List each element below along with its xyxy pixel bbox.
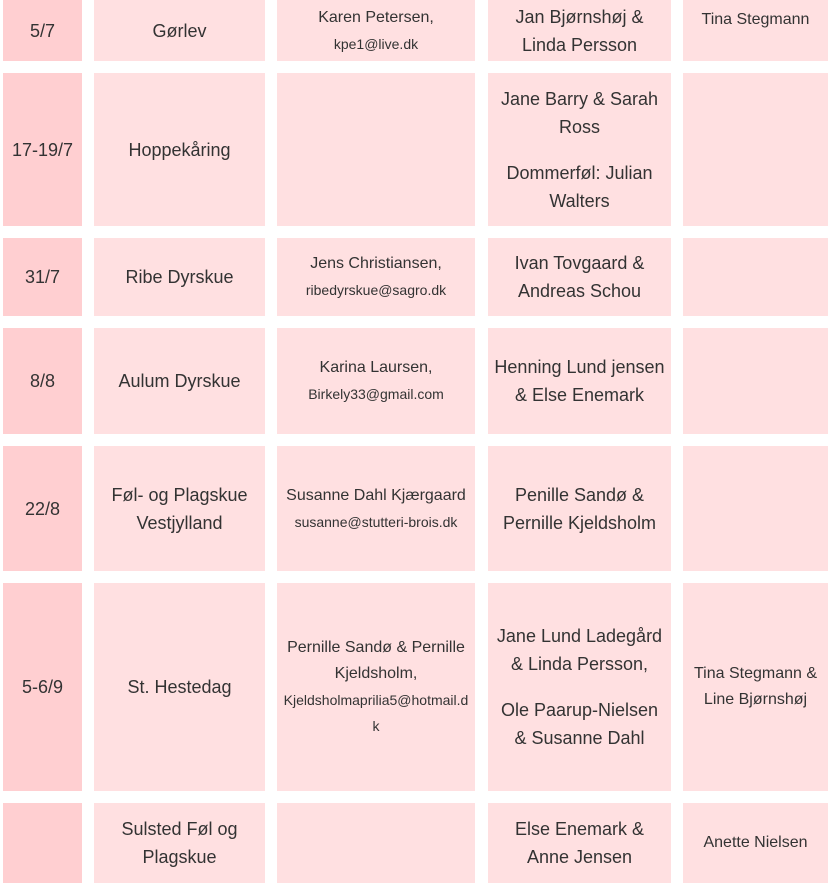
contact-email: Birkely33@gmail.com [308, 386, 444, 402]
date-text: 17-19/7 [11, 139, 74, 160]
table-row-contact-cell [277, 583, 475, 791]
table-row-judges-cell [488, 0, 671, 61]
table-row-judges-cell [488, 583, 671, 791]
judges-text: Dommerføl: Julian Walters [506, 162, 653, 211]
contact-name: Karen Petersen, [318, 8, 434, 26]
table-row-extra-cell [683, 73, 828, 226]
judges-text: Henning Lund jensen & Else Enemark [494, 357, 665, 405]
table-row-date-cell [3, 0, 82, 61]
table-row-date-cell [3, 803, 82, 883]
judges-text: Jan Bjørnshøj & Linda Persson [515, 6, 644, 55]
date-text: 8/8 [29, 371, 56, 391]
table-row-contact-cell [277, 328, 475, 434]
judges-text: Penille Sandø & Pernille Kjeldsholm [502, 484, 657, 533]
table-row-contact-cell [277, 446, 475, 571]
place-text: Føl- og Plagskue Vestjylland [111, 484, 248, 533]
table-row-judges-cell [488, 238, 671, 316]
table-row-place-cell [94, 803, 265, 883]
date-text: 22/8 [24, 498, 61, 519]
table-row-date-cell [3, 583, 82, 791]
judges-text: Ivan Tovgaard & Andreas Schou [514, 253, 645, 301]
table-row-contact-cell [277, 0, 475, 61]
place-text: Sulsted Føl og Plagskue [121, 819, 238, 867]
table-row-place-cell [94, 583, 265, 791]
table-row-place-cell [94, 238, 265, 316]
judges-text: Jane Lund Ladegård & Linda Persson, [496, 626, 663, 674]
table-row-place-cell [94, 328, 265, 434]
table-row-extra-cell [683, 446, 828, 571]
place-text: Aulum Dyrskue [118, 371, 241, 391]
table-row-judges-cell [488, 803, 671, 883]
judges-text: Jane Barry & Sarah Ross [500, 88, 659, 137]
table-row-date-cell [3, 238, 82, 316]
table-row-contact-cell [277, 803, 475, 883]
table-row-judges-cell [488, 73, 671, 226]
date-text: 5-6/9 [21, 677, 64, 697]
contact-email: Kjeldsholmaprilia5@hotmail.dk [283, 692, 469, 734]
contact-name: Susanne Dahl Kjærgaard [286, 486, 466, 504]
table-row-extra-cell [683, 0, 828, 61]
table-row-extra-cell [683, 238, 828, 316]
table-row-extra-cell [683, 803, 828, 883]
contact-name: Karina Laursen, [319, 359, 433, 376]
judges-text: Ole Paarup-Nielsen & Susanne Dahl [500, 700, 659, 748]
table-row-place-cell [94, 0, 265, 61]
place-text: Ribe Dyrskue [125, 267, 234, 287]
table-row-date-cell [3, 446, 82, 571]
extra-text: Anette Nielsen [703, 834, 808, 851]
judges-text: Else Enemark & Anne Jensen [514, 819, 645, 867]
table-row-extra-cell [683, 328, 828, 434]
table-row-judges-cell [488, 446, 671, 571]
extra-text: Tina Stegmann [701, 11, 810, 28]
contact-email: ribedyrskue@sagro.dk [305, 282, 447, 298]
table-row-judges-cell [488, 328, 671, 434]
contact-email: kpe1@live.dk [333, 35, 419, 52]
place-text: St. Hestedag [127, 677, 232, 697]
contact-name: Jens Christiansen, [310, 255, 442, 272]
table-row-extra-cell [683, 583, 828, 791]
table-row-date-cell [3, 328, 82, 434]
table-row-contact-cell [277, 73, 475, 226]
table-row-contact-cell [277, 238, 475, 316]
table-row-place-cell [94, 446, 265, 571]
extra-text: Tina Stegmann & Line Bjørnshøj [693, 665, 818, 708]
date-text: 5/7 [29, 20, 56, 41]
contact-name: Pernille Sandø & Pernille Kjeldsholm, [287, 639, 465, 682]
table-row-place-cell [94, 73, 265, 226]
contact-email: susanne@stutteri-brois.dk [294, 513, 458, 530]
date-text: 31/7 [24, 267, 61, 287]
table-row-date-cell [3, 73, 82, 226]
place-text: Gørlev [152, 20, 207, 41]
place-text: Hoppekåring [128, 139, 231, 160]
